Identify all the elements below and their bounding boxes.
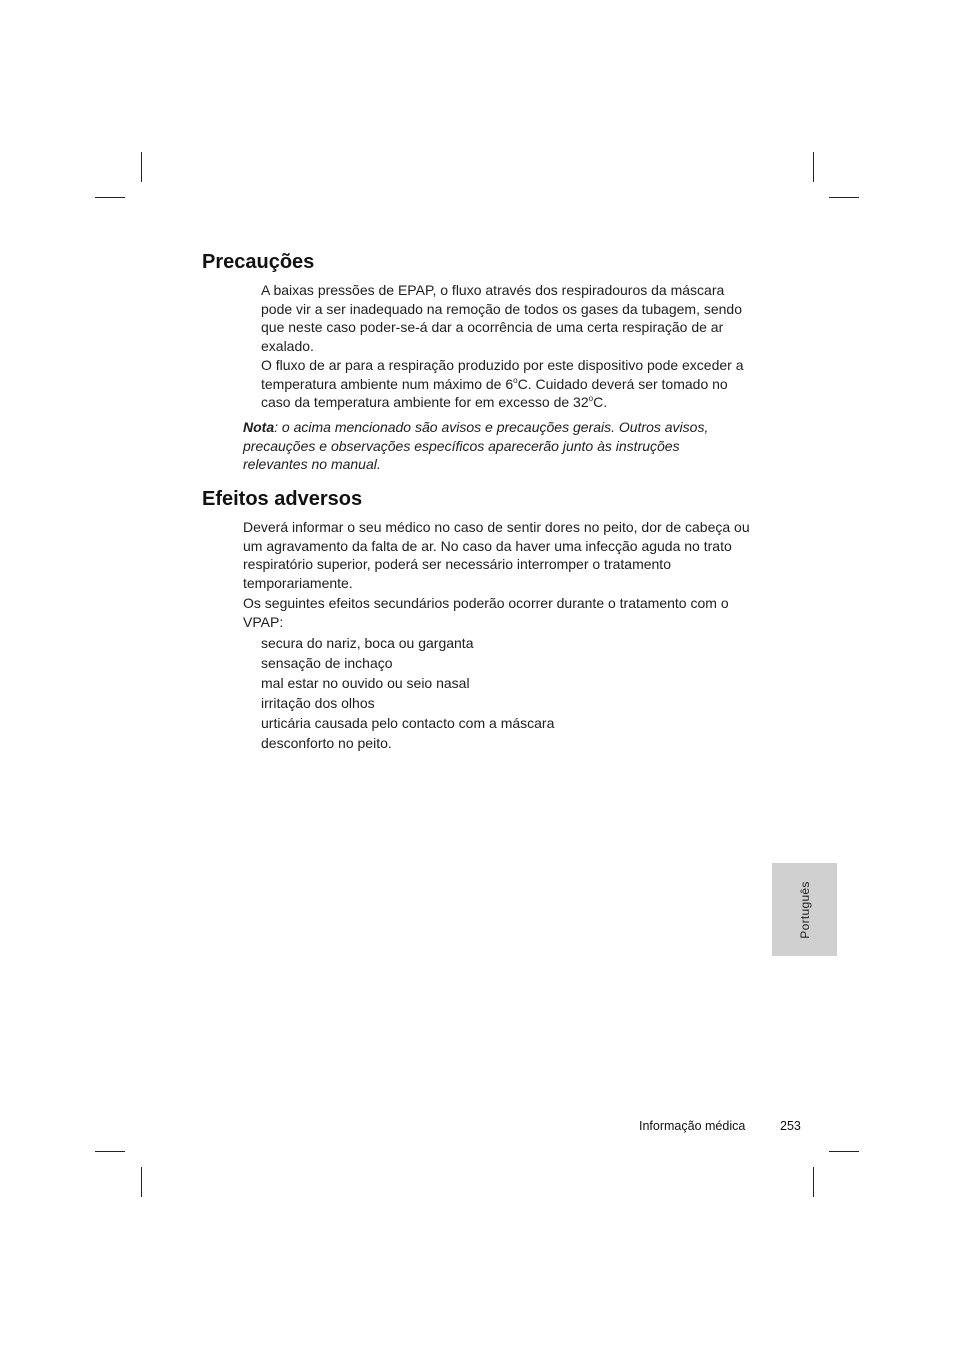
precautions-paragraph-epap: A baixas pressões de EPAP, o fluxo através dos respiradouros da máscara pode vir a ser inadequado na remoção de todos os gases da tubagem, sendo que neste caso poder-se-á dar a ocorrência de uma certa respiração de ar exalado. — [261, 282, 742, 354]
crop-mark-top-right-vertical — [813, 152, 814, 182]
precautions-note — [243, 418, 733, 474]
section-title-adverse-effects: Efeitos adversos — [202, 488, 363, 510]
degree-sign: o — [588, 394, 594, 404]
crop-mark-bottom-left-vertical — [141, 1167, 142, 1197]
crop-mark-bottom-right-vertical — [813, 1167, 814, 1197]
list-item: desconforto no peito. — [261, 735, 392, 751]
note-text: : o acima mencionado são avisos e precauções gerais. Outros avisos, precauções e observações específicos aparecerão junto às instruções relevantes no manual. — [243, 419, 709, 473]
crop-mark-top-left-vertical — [141, 152, 142, 182]
section-title-precautions: Precauções — [202, 251, 315, 273]
footer-section-title: Informação médica — [639, 1119, 746, 1133]
crop-mark-top-right-horizontal — [829, 197, 859, 198]
crop-mark-bottom-right-horizontal — [829, 1151, 859, 1152]
list-item: sensação de inchaço — [261, 655, 393, 671]
list-item: irritação dos olhos — [261, 695, 375, 711]
temperature-text-3: C. — [593, 394, 608, 411]
crop-mark-top-left-horizontal — [95, 197, 125, 198]
page-number: 253 — [780, 1119, 801, 1133]
precautions-paragraph-temperature — [261, 356, 753, 412]
language-tab-label: Português — [797, 880, 812, 939]
side-effects-list — [261, 633, 554, 753]
list-item: mal estar no ouvido ou seio nasal — [261, 675, 470, 691]
temperature-text-2: C. Cuidado deverá ser tomado no caso da temperatura ambiente for em excesso de 32 — [261, 375, 728, 411]
note-label: Nota — [243, 419, 275, 435]
crop-mark-bottom-left-horizontal — [95, 1151, 125, 1152]
temperature-text-1: O fluxo de ar para a respiração produzido por este dispositivo pode exceder a temperatura ambiente num máximo de 6 — [261, 357, 744, 392]
degree-sign: o — [513, 375, 518, 385]
list-item: secura do nariz, boca ou garganta — [261, 635, 474, 651]
adverse-effects-paragraph-inform: Deverá informar o seu médico no caso de sentir dores no peito, dor de cabeça ou um agravamento da falta de ar. No caso da haver uma infecção aguda no trato respiratório superior, poderá ser necessário interromper o tratamento temporariamente. — [243, 519, 750, 591]
language-side-tab — [772, 863, 837, 956]
adverse-effects-paragraph-side-effects: Os seguintes efeitos secundários poderão ocorrer durante o tratamento com o VPAP: — [243, 595, 729, 630]
list-item: urticária causada pelo contacto com a máscara — [261, 715, 555, 731]
